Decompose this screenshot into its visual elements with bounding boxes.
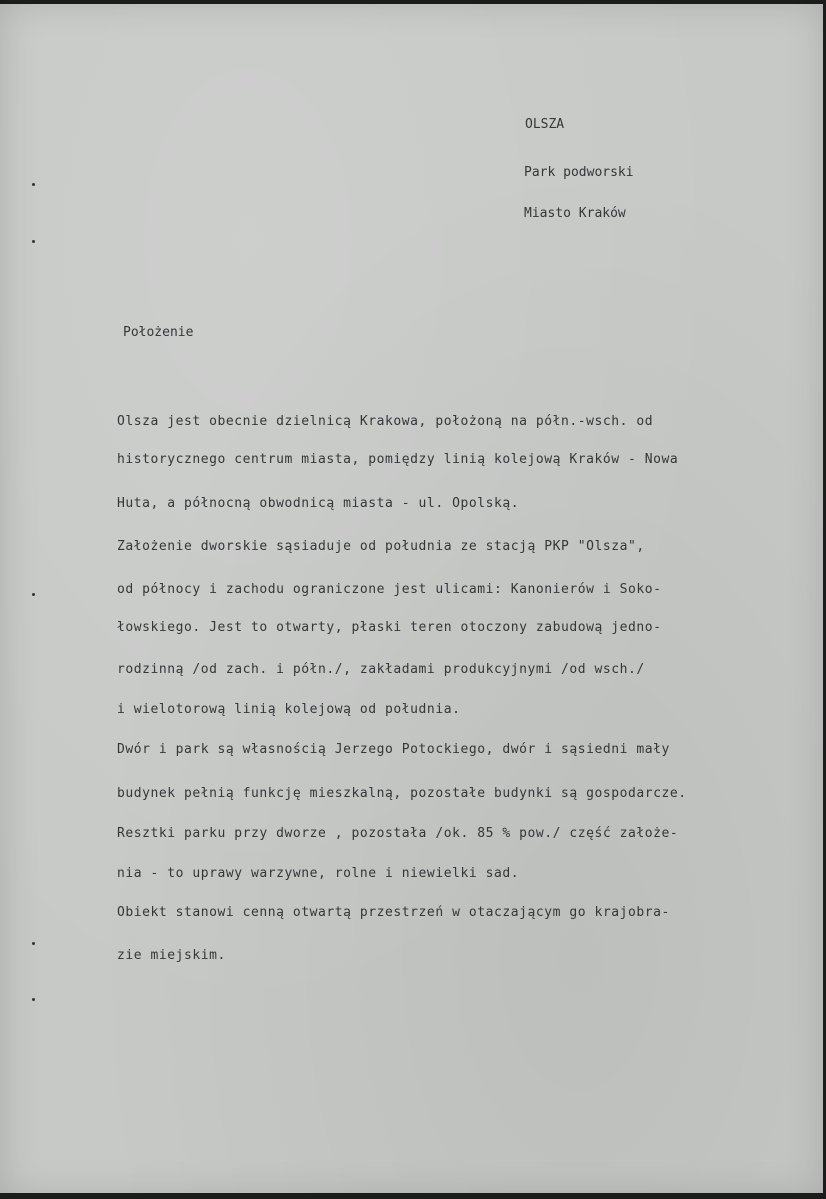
text-line: Założenie dworskie sąsiaduje od południa ze stacją PKP "Olsza", [117, 539, 645, 554]
text-line: Resztki parku przy dworze , pozostała /ok. 85 % pow./ część założe- [117, 826, 679, 841]
text-line: od północy i zachodu ograniczone jest ulicami: Kanonierów i Soko- [117, 582, 662, 597]
text-line: historycznego centrum miasta, pomiędzy linią kolejową Kraków - Nowa [117, 452, 679, 467]
text-line: i wielotorową linią kolejową od południa. [117, 702, 461, 717]
text-line: nia - to uprawy warzywne, rolne i niewielki sad. [117, 866, 520, 881]
section-heading: Położenie [123, 325, 194, 340]
scan-edge-top [0, 0, 826, 4]
text-line: łowskiego. Jest to otwarty, płaski teren otoczony zabudową jedno- [117, 620, 662, 635]
document-title: OLSZA [525, 117, 565, 132]
margin-mark [32, 593, 35, 596]
text-line: Huta, a północną obwodnicą miasta - ul. Opolską. [117, 496, 520, 511]
text-line: Obiekt stanowi cenną otwartą przestrzeń w otaczającym go krajobra- [117, 905, 670, 920]
margin-mark [32, 942, 35, 945]
text-line: Olsza jest obecnie dzielnicą Krakowa, położoną na półn.-wsch. od [117, 414, 654, 429]
text-line: rodzinną /od zach. i półn./, zakładami produkcyjnymi /od wsch./ [117, 662, 645, 677]
scan-edge-bottom [0, 1193, 826, 1199]
margin-mark [32, 240, 35, 243]
text-line: Dwór i park są własnością Jerzego Potockiego, dwór i sąsiedni mały [117, 742, 670, 757]
location: Miasto Kraków [524, 206, 626, 221]
object-type: Park podworski [524, 165, 634, 180]
text-line: budynek pełnią funkcję mieszkalną, pozostałe budynki są gospodarcze. [117, 786, 687, 801]
text-line: zie miejskim. [117, 948, 226, 963]
margin-mark [32, 183, 35, 186]
margin-mark [32, 998, 35, 1001]
